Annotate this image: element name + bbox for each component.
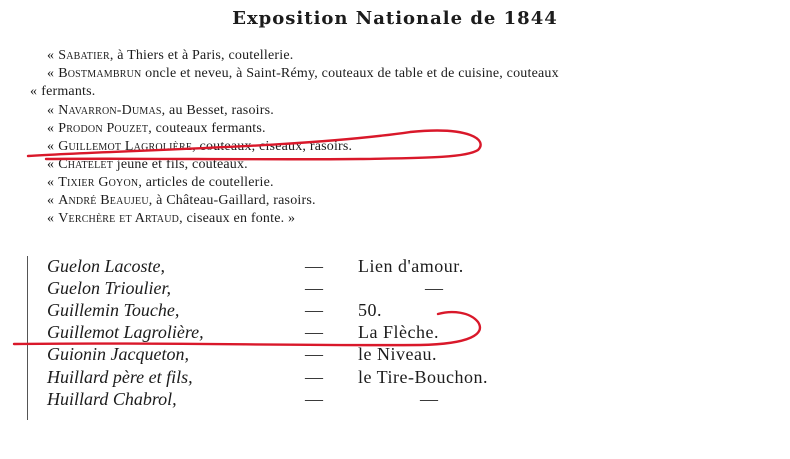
list-item-highlighted: « Guillemot Lagrolière, couteaux, ciseaux, rasoirs. [47, 139, 353, 154]
row-dash: — [305, 322, 323, 342]
row-value: 50. [358, 300, 382, 320]
row-name: Guionin Jacqueton, [47, 344, 189, 364]
exhibitor-table [0, 250, 790, 420]
row-value: le Niveau. [358, 344, 437, 364]
row-dash: — [305, 300, 323, 320]
list-item: « Verchère et Artaud, ciseaux en fonte. » [47, 211, 296, 226]
row-name: Guillemot Lagrolière, [47, 322, 204, 342]
list-item: « Navarron-Dumas, au Besset, rasoirs. [47, 103, 274, 118]
list-item: « fermants. [30, 84, 96, 99]
list-item: « Bostmambrun oncle et neveu, à Saint-Rémy, couteaux de table et de cuisine, couteaux [47, 66, 559, 81]
row-name: Guelon Lacoste, [47, 256, 165, 276]
row-value: Lien d'amour. [358, 256, 464, 276]
row-value: — [425, 278, 444, 298]
row-name: Huillard Chabrol, [47, 389, 177, 409]
row-value: La Flèche. [358, 322, 439, 342]
list-item: « Chatelet jeune et fils, couteaux. [47, 157, 248, 172]
row-dash: — [305, 389, 323, 409]
row-name: Guelon Trioulier, [47, 278, 172, 298]
row-name: Huillard père et fils, [47, 367, 193, 387]
row-dash: — [305, 344, 323, 364]
list-item: « Sabatier, à Thiers et à Paris, coutellerie. [47, 48, 294, 63]
row-value: — [420, 389, 439, 409]
list-item: « André Beaujeu, à Château-Gaillard, rasoirs. [47, 193, 316, 208]
row-value: le Tire-Bouchon. [358, 367, 489, 387]
row-dash: — [305, 278, 323, 298]
row-dash: — [305, 256, 323, 276]
row-name: Guillemin Touche, [47, 300, 180, 320]
list-item: « Tixier Goyon, articles de coutellerie. [47, 175, 274, 190]
table-left-rule [27, 256, 28, 420]
row-dash: — [305, 367, 323, 387]
page-heading: Exposition Nationale de 1844 [232, 8, 558, 29]
list-item: « Prodon Pouzet, couteaux fermants. [47, 121, 266, 136]
